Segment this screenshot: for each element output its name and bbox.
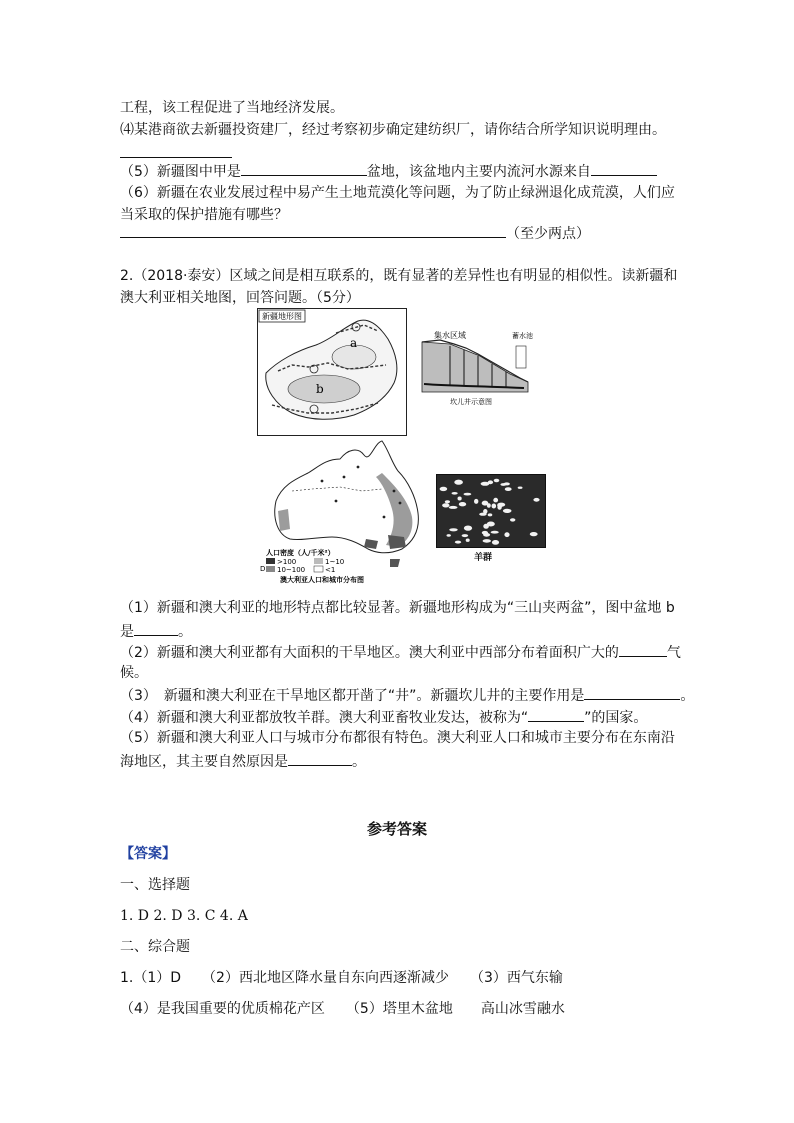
sheep-caption: 羊群 <box>474 553 493 563</box>
karez-side-label: 蓄水池 <box>512 332 533 340</box>
q1-sub6-line1: （6）新疆在农业发展过程中易产生土地荒漠化等问题，为了防止绿洲退化成荒漠，人们应 <box>120 185 675 201</box>
sheep-mark <box>482 501 489 506</box>
blank-measures <box>120 222 506 238</box>
sheep-mark <box>442 503 449 507</box>
label-d: D <box>260 565 266 573</box>
sheep-mark <box>494 479 500 482</box>
sheep-mark <box>533 498 539 502</box>
answers-title: 参考答案 <box>366 820 427 838</box>
aus-legend-2: 1~10 <box>325 558 345 566</box>
sheep-mark <box>456 480 460 482</box>
q2-sub2-line2: 候。 <box>120 665 148 681</box>
blank-nickname <box>528 706 584 722</box>
q1-line-2: ⑷某港商欲去新疆投资建厂，经过考察初步确定建纺织厂，请你结合所学知识说明理由。 <box>120 122 666 138</box>
sheep-mark <box>449 506 458 509</box>
sheep-mark <box>493 498 498 503</box>
q1-sub6-answer: （至少两点） <box>120 222 590 244</box>
sheep-mark <box>497 505 501 510</box>
q1-sub6-line2: 当采取的保护措施有哪些？ <box>120 207 288 223</box>
sheep-mark <box>503 509 512 513</box>
q2-sub2-line1: （2）新疆和澳大利亚都有大面积的干旱地区。澳大利亚中西部分布着面积广大的 气 <box>120 641 681 663</box>
answers-sec1-heading: 一、选择题 <box>120 877 190 893</box>
q2-intro-line2: 澳大利亚相关地图，回答问题。（5分） <box>120 290 360 306</box>
blank-water-source <box>591 160 657 176</box>
karez-caption: 坎儿井示意图 <box>450 398 492 406</box>
sheep-mark <box>492 540 499 545</box>
sheep-mark <box>518 487 523 489</box>
blank-karez-function <box>584 684 680 700</box>
q2-sub3: （3） 新疆和澳大利亚在干旱地区都开凿了“井”。新疆坎儿井的主要作用是 。 <box>120 684 694 706</box>
sheep-mark <box>488 513 493 516</box>
q2-sub4: （4）新疆和澳大利亚都放牧羊群。澳大利亚畜牧业发达，被称为“ ”的国家。 <box>120 706 647 728</box>
aus-caption: 澳大利亚人口和城市分布图 <box>280 576 364 584</box>
q2-sub5-line2: 海地区，其主要自然原因是 。 <box>120 750 366 772</box>
aus-legend-4: <1 <box>325 566 336 574</box>
sheep-mark <box>505 487 512 491</box>
label-b: b <box>316 382 324 396</box>
sheep-mark <box>487 522 495 527</box>
aus-legend-title: 人口密度（人/千米²） <box>266 549 335 557</box>
karez-diagram <box>420 330 532 408</box>
sheep-mark <box>455 541 461 544</box>
sheep-mark <box>445 500 450 503</box>
answers-sec1-list: 1. D 2. D 3. C 4. A <box>120 908 248 924</box>
answers-sec2-heading: 二、综合题 <box>120 939 190 955</box>
aus-legend-3: 10~100 <box>277 566 306 574</box>
sheep-mark <box>492 504 497 509</box>
sheep-flock-image <box>436 474 546 548</box>
sheep-mark <box>483 539 491 543</box>
sheep-mark <box>474 499 478 504</box>
aus-legend-1: >100 <box>277 558 297 566</box>
sheep-mark <box>440 487 448 491</box>
answers-sec2-line1: 1.（1）D （2）西北地区降水量自东向西逐渐减少 （3）西气东输 <box>120 970 563 986</box>
sheep-mark <box>452 492 458 495</box>
sheep-mark <box>447 534 451 537</box>
xinjiang-map-title: 新疆地形图 <box>262 312 302 321</box>
sheep-mark <box>464 493 472 496</box>
sheep-mark <box>504 532 509 537</box>
blank-natural-reason <box>288 750 352 766</box>
karez-top-label: 集水区域 <box>434 331 466 340</box>
sheep-mark <box>491 531 499 534</box>
sheep-mark <box>462 534 468 537</box>
sheep-mark <box>500 483 506 486</box>
q1-sub5: （5）新疆图中甲是 盆地，该盆地内主要内流河水源来自 <box>120 160 657 182</box>
answers-sec2-line2: （4）是我国重要的优质棉花产区 （5）塔里木盆地 高山冰雪融水 <box>120 1001 565 1017</box>
australia-population-map <box>262 437 430 585</box>
sheep-mark <box>458 497 462 501</box>
sheep-mark <box>483 533 490 537</box>
q2-intro-line1: 2.（2018·泰安）区域之间是相互联系的，既有显著的差异性也有明显的相似性。读新疆和 <box>120 268 678 284</box>
q2-sub5-line1: （5）新疆和澳大利亚人口与城市分布都很有特色。澳大利亚人口和城市主要分布在东南沿 <box>120 730 675 746</box>
q2-sub1-line1: （1）新疆和澳大利亚的地形特点都比较显著。新疆地形构成为“三山夹两盆”，图中盆地 b <box>120 600 675 616</box>
blank-basin <box>241 160 367 176</box>
sheep-mark <box>464 526 472 531</box>
sheep-mark <box>459 502 466 506</box>
blank-climate <box>619 641 667 657</box>
sheep-mark <box>449 528 457 531</box>
sheep-mark <box>466 539 470 542</box>
q2-sub1-line2: 是 。 <box>120 620 192 642</box>
label-a: a <box>350 336 358 350</box>
answers-tag: 【答案】 <box>120 846 176 862</box>
q1-line-1: 工程，该工程促进了当地经济发展。 <box>120 100 344 116</box>
sheep-mark <box>530 532 538 536</box>
xinjiang-terrain-map <box>257 308 407 436</box>
blank-basin-b <box>134 620 178 636</box>
sheep-mark <box>479 513 486 516</box>
sheep-mark <box>510 518 515 521</box>
sheep-mark <box>481 482 490 486</box>
